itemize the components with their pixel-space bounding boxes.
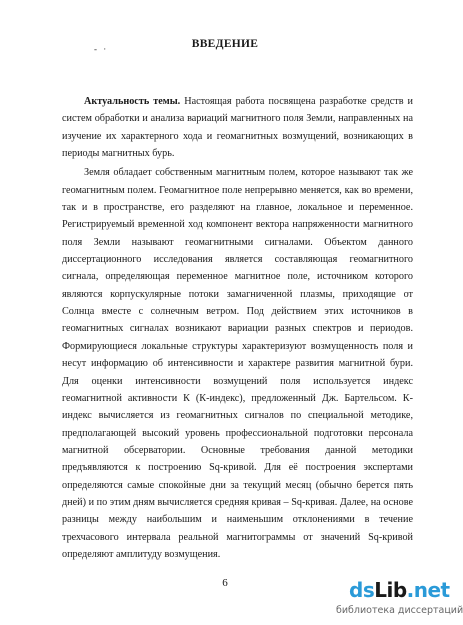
stray-marks: - · — [94, 44, 109, 54]
page-number: 6 — [222, 577, 228, 589]
paragraph-text: Земля обладает собственным магнитным полем, которое называют так же геомагнитным полем. Геомагнитное поле непрерывно меняется, как во времени, так и в пространстве, его разделяют на главное, локальное и переменное. Регистрируемый временной ход компонент вектора напряженности магнитного поля Земли называют геомагнитными сигналами. Объектом данного диссертационного исследования является составляющая геомагнитного сигнала, определяющая переменное магнитное поле, источником которого являются корпускулярные потоки замагниченной плазмы, приходящие от Солнца вместе с солнечным ветром. Под действием этих источников в геомагнитных сигналах возникают вариации разных спектров и периодов. Формирующиеся локальные структуры характеризуют возмущенность поля и несут информацию об интенсивности и характере развития магнитной бури. Для оценки интенсивности возмущений поля используется индекс геомагнитной активности К (К-индекс), предложенный Дж. Бартельсом. К-индекс вычисляется из геомагнитных сигналов по специальной методике, предполагающей высокий уровень профессиональной подготовки персонала магнитной обсерватории. Основные требования данной методики предъявляются к построению Sq-кривой. Для её построения экспертами определяются самые спокойные дни за текущий месяц (обычно берется пять дней) и по этим дням вычисляется средняя кривая – Sq-кривая. Далее, на основе разницы между наибольшим и наименьшим отклонениями в течение трехчасового интервала реальной магнитограммы от значений Sq-кривой определяют амплитуду возмущения. — [62, 167, 413, 560]
paragraph-lead: Актуальность темы. — [84, 96, 181, 107]
watermark-subtitle: библиотека диссертаций — [336, 605, 463, 616]
logo-lib: Lib — [374, 578, 407, 602]
logo-net: .net — [406, 578, 450, 602]
paragraph-geomagnetic-field — [62, 164, 413, 563]
logo-ds: ds — [349, 578, 375, 602]
watermark-logo — [349, 578, 450, 602]
paragraph-text: Настоящая работа посвящена разработке средств и систем обработки и анализа вариаций магнитного поля Земли, направленных на изучение их характерного хода и геомагнитных возмущений, возникающих в периоды магнитных бурь. — [62, 96, 413, 160]
paragraph-relevance — [62, 93, 413, 162]
watermark — [336, 578, 463, 622]
page-heading: ВВЕДЕНИЕ — [191, 38, 259, 50]
body-text — [62, 93, 413, 563]
